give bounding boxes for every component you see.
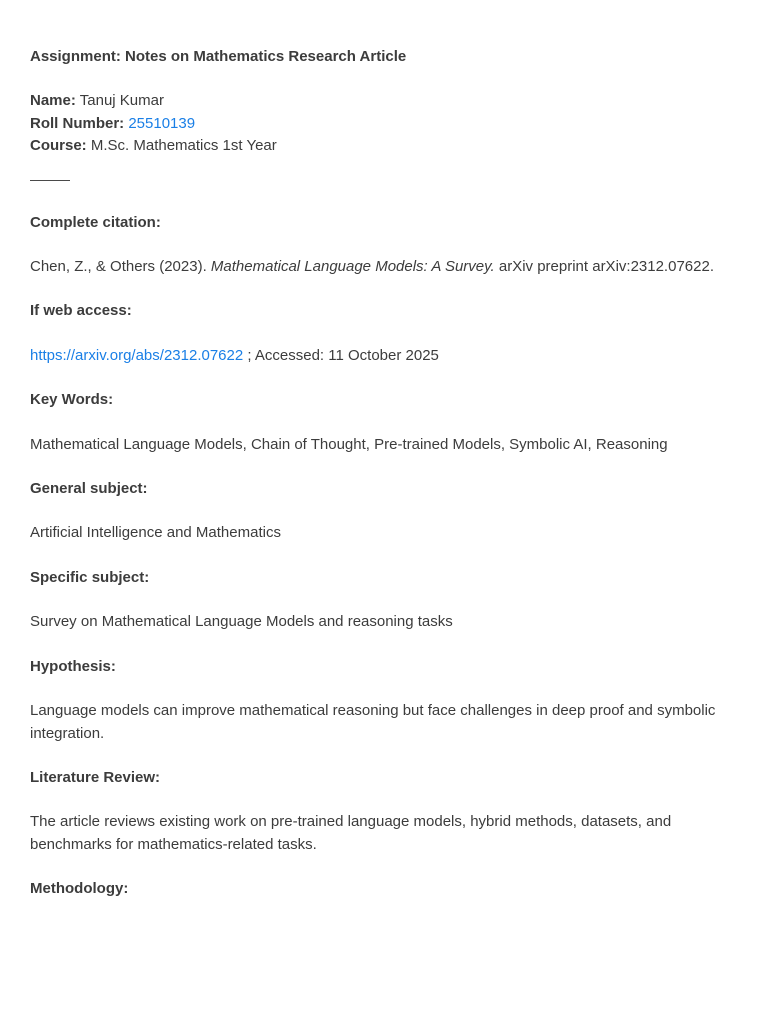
- roll-row: [30, 113, 738, 135]
- specific-subject-section: [30, 567, 738, 634]
- web-access-text: [30, 345, 738, 367]
- course-value: M.Sc. Mathematics 1st Year: [90, 137, 277, 155]
- document-title: Assignment: Notes on Mathematics Research Article: [30, 48, 407, 65]
- name-value: Tanuj Kumar: [79, 92, 164, 110]
- general-subject-section: [30, 478, 738, 545]
- name-label: Name:: [30, 92, 76, 110]
- hypothesis-section: [30, 656, 738, 745]
- citation-prefix: Chen, Z., & Others (2023).: [30, 258, 211, 276]
- divider: [30, 180, 70, 181]
- specific-subject-text: Survey on Mathematical Language Models and reasoning tasks: [30, 613, 453, 631]
- accessed-date: ; Accessed: 11 October 2025: [243, 346, 439, 364]
- methodology-section: [30, 878, 738, 900]
- citation-title: Mathematical Language Models: A Survey.: [210, 258, 495, 276]
- hypothesis-text: Language models can improve mathematical reasoning but face challenges in deep proof and symbolic integration.: [30, 702, 716, 742]
- student-info: [30, 90, 738, 157]
- arxiv-link[interactable]: https://arxiv.org/abs/2312.07622: [30, 346, 244, 364]
- literature-review-text: The article reviews existing work on pre-trained language models, hybrid methods, datasets, and benchmarks for mathematics-related tasks.: [30, 813, 672, 853]
- web-access-heading: If web access:: [30, 302, 132, 320]
- hypothesis-heading: Hypothesis:: [30, 657, 116, 675]
- roll-label: Roll Number:: [30, 114, 125, 132]
- key-words-section: [30, 389, 738, 456]
- web-access-section: [30, 300, 738, 367]
- general-subject-text: Artificial Intelligence and Mathematics: [30, 524, 281, 542]
- citation-heading: Complete citation:: [30, 213, 161, 231]
- key-words-heading: Key Words:: [30, 391, 114, 409]
- literature-review-heading: Literature Review:: [30, 768, 161, 786]
- name-row: [30, 90, 738, 112]
- citation-suffix: arXiv preprint arXiv:2312.07622.: [494, 258, 714, 276]
- citation-text: [30, 256, 738, 278]
- methodology-heading: Methodology:: [30, 880, 129, 898]
- citation-section: [30, 212, 738, 279]
- course-row: [30, 135, 738, 157]
- course-label: Course:: [30, 137, 87, 155]
- general-subject-heading: General subject:: [30, 480, 148, 498]
- specific-subject-heading: Specific subject:: [30, 568, 150, 586]
- literature-review-section: [30, 767, 738, 856]
- roll-number-link[interactable]: 25510139: [128, 114, 196, 132]
- key-words-text: Mathematical Language Models, Chain of Thought, Pre-trained Models, Symbolic AI, Reasoning: [30, 435, 668, 453]
